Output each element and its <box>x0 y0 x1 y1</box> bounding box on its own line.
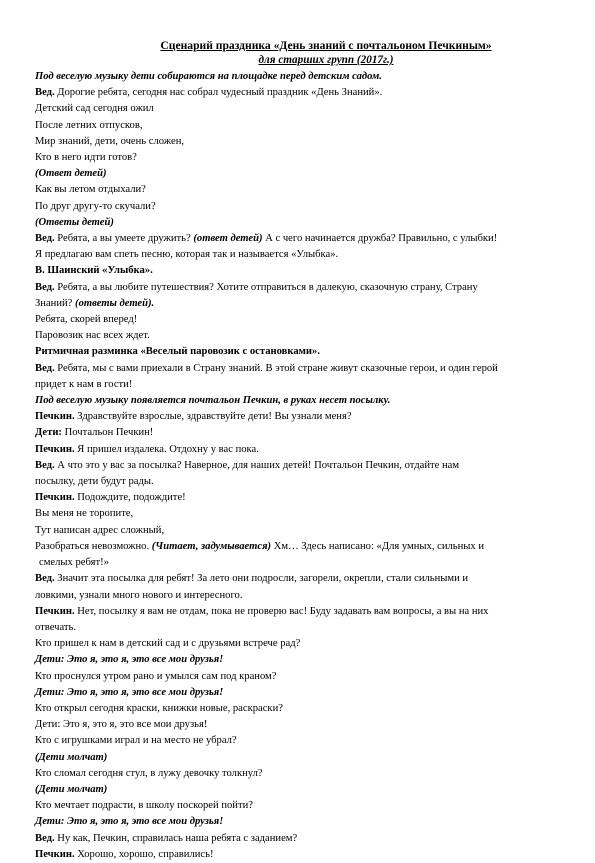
script-line <box>35 442 565 458</box>
document-title: Сценарий праздника «День знаний с почтальоном Печкиным» <box>160 39 492 52</box>
stage-direction: Под веселую музыку появляется почтальон Печкин, в руках несет посылку. <box>35 395 391 407</box>
script-line <box>35 344 565 360</box>
script-line <box>35 215 565 231</box>
speaker-label: Печкин. <box>35 605 75 617</box>
line-text: Ребята, мы с вами приехали в Страну знаний. В этой стране живут сказочные герои, и один герой <box>54 362 498 374</box>
line-text: Дети: Это я, это я, это все мои друзья! <box>35 719 208 731</box>
script-line <box>35 588 565 604</box>
stage-direction: Под веселую музыку дети собираются на площадке перед детским садом. <box>35 71 382 82</box>
speaker-label: Вед. <box>35 281 55 293</box>
document-subtitle: для старших групп (2017г.) <box>258 54 394 66</box>
speaker-label: Печкин. <box>35 411 75 423</box>
line-text: Хорошо, хорошо, справились! <box>74 848 214 860</box>
script-line <box>35 458 565 474</box>
speaker-label: Вед. <box>35 832 55 844</box>
line-text: Ребята, а вы умеете дружить? <box>54 233 194 245</box>
script-line <box>35 474 565 490</box>
stage-direction: (Дети молчат) <box>35 783 108 795</box>
line-text: Я пришел издалека. Отдохну у вас пока. <box>74 443 259 455</box>
script-line <box>35 150 565 166</box>
speaker-label: Ритмичная разминка «Веселый паровозик с остановками». <box>35 346 320 358</box>
line-text: придет к нам в гости! <box>35 378 133 390</box>
stage-direction: (ответы детей). <box>75 297 155 309</box>
script-line <box>35 118 565 134</box>
line-text: Я предлагаю вам спеть песню, которая так и называется «Улыбка». <box>35 249 339 261</box>
speaker-label: Вед. <box>35 233 55 245</box>
line-text: Детский сад сегодня ожил <box>35 103 154 115</box>
script-line <box>35 312 565 328</box>
stage-direction: Дети: Это я, это я, это все мои друзья! <box>35 686 224 698</box>
line-text: Дорогие ребята, сегодня нас собрал чудесный праздник «День Знаний». <box>54 87 383 99</box>
line-text: По друг другу-то скучали? <box>35 200 156 212</box>
script-line <box>35 69 565 85</box>
line-text: Хм… Здесь написано: «Для умных, сильных и <box>271 540 485 552</box>
line-text: Ну как, Печкин, справилась наша ребята с заданием? <box>54 832 298 844</box>
script-line <box>35 361 565 377</box>
line-text: А с чего начинается дружба? Правильно, с улыбки! <box>262 233 498 245</box>
script-line <box>35 831 565 847</box>
stage-direction: (Читает, задумывается) <box>151 540 272 552</box>
script-line <box>35 101 565 117</box>
script-line <box>35 280 565 296</box>
script-line <box>35 377 565 393</box>
script-line <box>35 750 565 766</box>
speaker-label: Вед. <box>35 362 55 374</box>
line-text: Кто мечтает подрасти, в школу поскорей пойти? <box>35 800 253 812</box>
script-line <box>35 393 565 409</box>
speaker-label: Печкин. <box>35 848 75 860</box>
line-text: Здравствуйте взрослые, здравствуйте дети! Вы узнали меня? <box>74 411 352 423</box>
line-text: Ребята, а вы любите путешествия? Хотите отправиться в далекую, сказочную страну, Страну <box>54 281 478 293</box>
line-text: Разобраться невозможно. <box>35 540 152 552</box>
script-line <box>35 620 565 636</box>
script-line <box>35 766 565 782</box>
line-text: Знаний? <box>35 297 76 309</box>
script-line <box>35 685 565 701</box>
script-line <box>35 490 565 506</box>
script-line <box>35 425 565 441</box>
line-text: Кто сломал сегодня стул, в лужу девочку толкнул? <box>35 767 263 779</box>
line-text: смелых ребят!» <box>39 557 109 569</box>
script-line <box>35 296 565 312</box>
speaker-label: Вед. <box>35 459 55 471</box>
line-text: Нет, посылку я вам не отдам, пока не проверю вас! Буду задавать вам вопросы, а вы на них <box>74 605 489 617</box>
stage-direction: Дети: Это я, это я, это все мои друзья! <box>35 654 224 666</box>
speaker-label: Вед. <box>35 573 55 585</box>
script-line <box>35 604 565 620</box>
script-line <box>35 782 565 798</box>
script-line <box>35 669 565 685</box>
script-body <box>35 69 565 863</box>
script-line <box>35 85 565 101</box>
line-text: Кто пришел к нам в детский сад и с друзьями встрече рад? <box>35 638 301 650</box>
script-line <box>35 409 565 425</box>
line-text: Как вы летом отдыхали? <box>35 184 146 196</box>
line-text: А что это у вас за посылка? Наверное, для наших детей! Почтальон Печкин, отдайте нам <box>54 459 460 471</box>
line-text: посылку, дети будут рады. <box>35 476 154 488</box>
line-text: Тут написан адрес сложный, <box>35 524 165 536</box>
stage-direction: (ответ детей) <box>193 233 263 245</box>
script-line <box>35 523 565 539</box>
script-line <box>35 231 565 247</box>
script-line <box>35 166 565 182</box>
speaker-label: Дети: <box>35 427 62 439</box>
speaker-label: В. Шаинский «Улыбка». <box>35 265 153 277</box>
line-text: Кто с игрушками играл и на место не убрал? <box>35 735 237 747</box>
script-line <box>35 539 565 555</box>
script-line <box>35 555 565 571</box>
script-line <box>35 733 565 749</box>
line-text: Вы меня не торопите, <box>35 508 134 520</box>
line-text: Подождите, подождите! <box>74 492 186 504</box>
script-line <box>35 798 565 814</box>
script-line <box>35 814 565 830</box>
script-line <box>35 263 565 279</box>
line-text: Кто в него идти готов? <box>35 152 137 164</box>
line-text: Мир знаний, дети, очень сложен, <box>35 135 185 147</box>
line-text: Кто открыл сегодня краски, книжки новые, раскраски? <box>35 702 283 714</box>
line-text: Паровозик нас всех ждет. <box>35 330 150 342</box>
stage-direction: Дети: Это я, это я, это все мои друзья! <box>35 816 224 828</box>
script-line <box>35 506 565 522</box>
line-text: Почтальон Печкин! <box>61 427 154 439</box>
line-text: Кто проснулся утром рано и умылся сам под краном? <box>35 670 277 682</box>
stage-direction: (Ответы детей) <box>35 216 114 228</box>
line-text: Ребята, скорей вперед! <box>35 314 138 326</box>
line-text: После летних отпусков, <box>35 119 143 131</box>
stage-direction: (Ответ детей) <box>35 168 107 180</box>
line-text: отвечать. <box>35 621 77 633</box>
script-line <box>35 134 565 150</box>
script-line <box>35 182 565 198</box>
stage-direction: (Дети молчат) <box>35 751 108 763</box>
script-line <box>35 847 565 863</box>
script-line <box>35 247 565 263</box>
line-text: ловкими, узнали много нового и интересного. <box>35 589 243 601</box>
line-text: Значит эта посылка для ребят! За лето они подросли, загорели, окрепли, стали сильными и <box>54 573 469 585</box>
speaker-label: Печкин. <box>35 492 75 504</box>
speaker-label: Печкин. <box>35 443 75 455</box>
script-line <box>35 199 565 215</box>
script-line <box>35 636 565 652</box>
script-line <box>35 701 565 717</box>
script-line <box>35 652 565 668</box>
script-line <box>35 717 565 733</box>
script-line <box>35 571 565 587</box>
script-line <box>35 328 565 344</box>
speaker-label: Вед. <box>35 87 55 99</box>
